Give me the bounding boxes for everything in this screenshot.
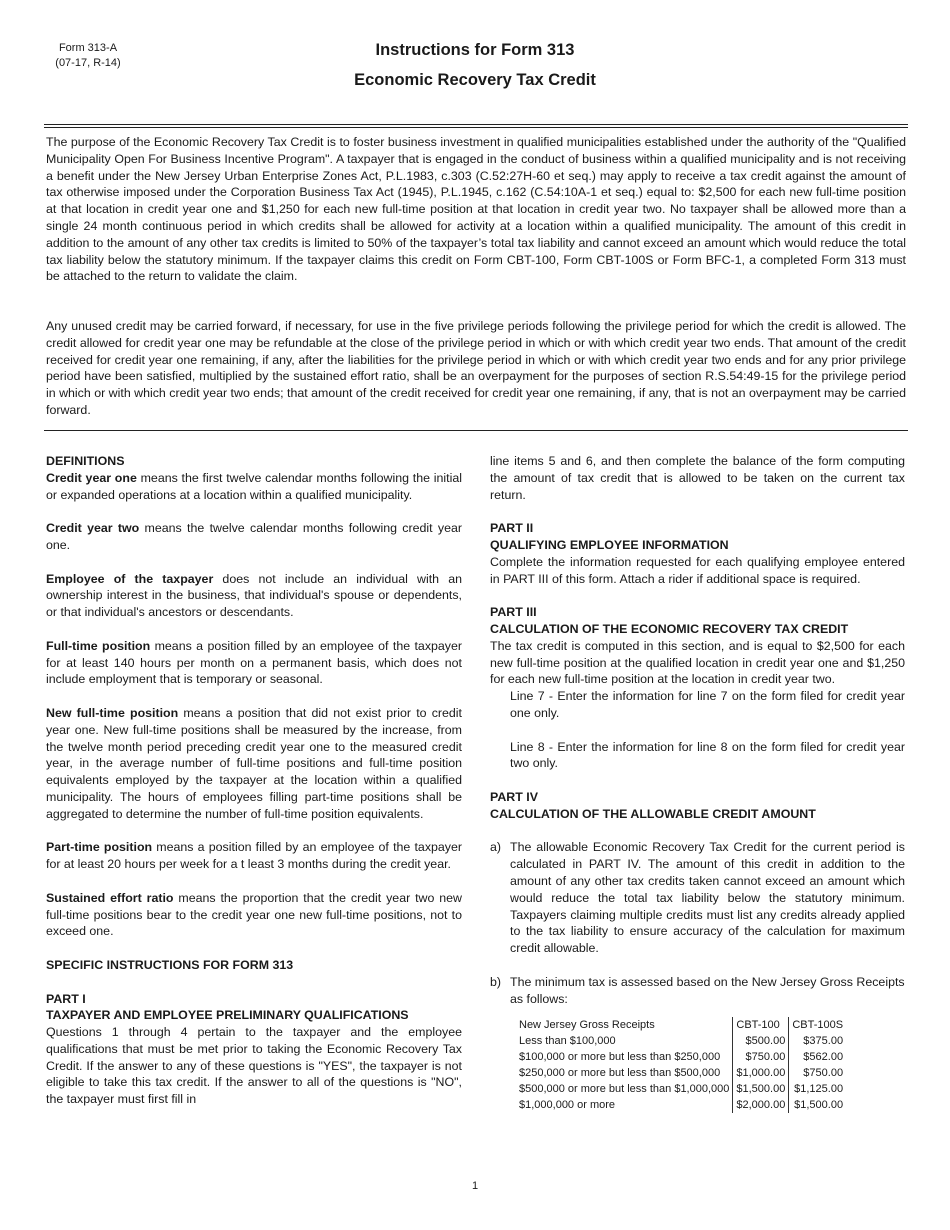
- table-cell-cbt100: $1,500.00: [733, 1081, 789, 1097]
- part1-label: PART I: [46, 991, 86, 1006]
- definition-text: means the first twelve calendar months following the initial or expanded operations at a location within a qualified municipality.: [46, 470, 462, 502]
- part4-item-a: [490, 839, 905, 957]
- table-cell-cbt100: $750.00: [733, 1049, 789, 1065]
- table-cell-cbt100: $500.00: [733, 1033, 789, 1049]
- part1-title: TAXPAYER AND EMPLOYEE PRELIMINARY QUALIFICATIONS: [46, 1008, 409, 1023]
- part4-item-b-text: The minimum tax is assessed based on the New Jersey Gross Receipts as follows:: [510, 974, 905, 1006]
- header-divider-bottom: [44, 127, 908, 128]
- part4-title: CALCULATION OF THE ALLOWABLE CREDIT AMOUNT: [490, 806, 816, 821]
- table-cell-receipts: $100,000 or more but less than $250,000: [519, 1051, 721, 1064]
- page-subtitle: Economic Recovery Tax Credit: [354, 71, 596, 89]
- table-row: [516, 1033, 846, 1049]
- table-cell-cbt100: $1,000.00: [733, 1065, 789, 1081]
- definition-term: Employee of the taxpayer: [46, 571, 214, 586]
- definition-employee: [46, 571, 462, 621]
- page-number: 1: [471, 1180, 479, 1192]
- part1-text-continued: line items 5 and 6, and then complete the balance of the form computing the amount of tax credit that is allowed to be taken on the current tax return.: [490, 454, 905, 502]
- table-cell-cbt100: $2,000.00: [733, 1097, 789, 1113]
- header-divider-top: [44, 124, 908, 125]
- definition-term: Credit year two: [46, 521, 140, 536]
- table-header-cbt100: CBT-100: [733, 1017, 789, 1033]
- table-cell-cbt100s: $562.00: [789, 1049, 846, 1065]
- table-row: [516, 1065, 846, 1081]
- definition-text: means the twelve calendar months following credit year one.: [46, 521, 463, 552]
- specific-instructions-heading: SPECIFIC INSTRUCTIONS FOR FORM 313: [46, 957, 294, 972]
- definition-part-time-position: [46, 839, 462, 873]
- definition-text: means a position that did not exist prior to credit year one. New full-time positions shall be measured by the increase, from the twelve month period preceding credit year one to the measured credit year, in the average number of full-time positions and full-time position equivalents employed by the taxpayer at the location within a qualified municipality. The hours of employees filling part-time positions shall be aggregated to determine the number of full-time position equivalents.: [46, 705, 462, 821]
- part1-text-start: Questions 1 through 4 pertain to the taxpayer and the employee qualifications that must be met prior to taking the Economic Recovery Tax Credit. If the answer to any of these questions is "YES", the taxpayer is not eligible to take this tax credit. If the answer to all of the questions is "NO", the taxpayer must first fill in: [46, 1025, 462, 1107]
- table-cell-receipts: $250,000 or more but less than $500,000: [519, 1067, 721, 1080]
- definition-new-full-time-position: [46, 705, 462, 823]
- part4-item-b-label: b): [490, 974, 502, 989]
- table-cell-cbt100s: $1,500.00: [789, 1097, 846, 1113]
- part2-label: PART II: [490, 521, 534, 536]
- part3-label: PART III: [490, 605, 537, 620]
- definition-term: Credit year one: [46, 470, 137, 485]
- intro-paragraph-2: Any unused credit may be carried forward, if necessary, for use in the five privilege periods following the privilege period for which the credit is allowed. The credit allowed for credit year one may be refundable at the close of the privilege period in which or with which credit year two ends. That amount of the credit received for credit year one remaining, if any, after the liabilities for the privilege period in which or with which credit year two ends and for any prior privilege period have been satisfied, multiplied by the sustained effort ratio, shall be an overpayment for the purposes of section R.S.54:49-15 for the privilege period in which or with which credit year two ends; that amount of the credit received for credit year one remaining, if any, that is not an overpayment may be carried forward.: [46, 319, 906, 417]
- definition-term: Part-time position: [46, 840, 153, 855]
- table-cell-cbt100s: $750.00: [789, 1065, 846, 1081]
- part4-item-a-label: a): [490, 840, 502, 855]
- table-cell-cbt100s: $375.00: [789, 1033, 846, 1049]
- definition-term: New full-time position: [46, 705, 179, 720]
- table-cell-receipts: $500,000 or more but less than $1,000,000: [519, 1083, 730, 1096]
- definition-text: means a position filled by an employee of the taxpayer for at least 20 hours per week for a t least 3 months during the credit year.: [46, 840, 463, 872]
- part4-item-a-text: The allowable Economic Recovery Tax Credit for the current period is calculated in PART IV. The amount of this credit in addition to the amount of any other tax credits taken cannot exceed an amount which would reduce the total tax liability below the statutory minimum. Taxpayers claiming multiple credits must list any credits already applied to the tax liability to ensure accuracy of the calculation for maximum credit allowable.: [510, 840, 905, 956]
- table-header-cbt100s: CBT-100S: [789, 1017, 846, 1033]
- definition-text: means the proportion that the credit year two new full-time positions bear to the credit year one new full-time positions, not to exceed one.: [46, 890, 462, 939]
- part3-line7: Line 7 - Enter the information for line 7 on the form filed for credit year one only.: [510, 689, 905, 720]
- intro-divider: [44, 430, 908, 431]
- left-column: [46, 453, 462, 1108]
- part2-title: QUALIFYING EMPLOYEE INFORMATION: [490, 537, 729, 552]
- form-number: Form 313-A: [58, 42, 118, 54]
- definition-text: means a position filled by an employee of the taxpayer for at least 140 hours per month on a permanent basis, which does not include employment that is temporary or seasonal.: [46, 638, 463, 687]
- page-title: Instructions for Form 313: [375, 41, 575, 59]
- definition-credit-year-two: [46, 520, 462, 554]
- definitions-heading: DEFINITIONS: [46, 454, 125, 468]
- part2-text: Complete the information requested for each qualifying employee entered in PART III of this form. Attach a rider if additional space is required.: [490, 554, 905, 586]
- definition-text: does not include an individual with an ownership interest in the business, that individual's spouse or dependents, or that individual's ancestors or descendants.: [46, 571, 462, 620]
- table-row: [516, 1081, 846, 1097]
- definition-sustained-effort-ratio: [46, 890, 462, 940]
- part4-item-b: [490, 974, 905, 1008]
- table-header-receipts: New Jersey Gross Receipts: [519, 1019, 655, 1032]
- part3-text: The tax credit is computed in this section, and is equal to $2,500 for each new full-time position at the qualified location in credit year one and $1,250 for each new full-time position at the location in credit year two.: [490, 638, 905, 687]
- definition-full-time-position: [46, 638, 462, 688]
- table-header-row: [516, 1017, 846, 1033]
- part3-line8: Line 8 - Enter the information for line 8 on the form filed for credit year two only.: [510, 739, 905, 771]
- part4-label: PART IV: [490, 789, 538, 804]
- table-cell-receipts: Less than $100,000: [519, 1035, 616, 1048]
- part3-title: CALCULATION OF THE ECONOMIC RECOVERY TAX CREDIT: [490, 621, 849, 636]
- table-row: [516, 1049, 846, 1065]
- definition-credit-year-one: [46, 470, 462, 504]
- table-cell-cbt100s: $1,125.00: [789, 1081, 846, 1097]
- intro-paragraph-1: The purpose of the Economic Recovery Tax Credit is to foster business investment in qualified municipalities established under the authority of the "Qualified Municipality Open For Business Incentive Program". A taxpayer that is engaged in the conduct of business within a qualified municipality and is not receiving a benefit under the New Jersey Urban Enterprise Zones Act, P.L.1983, c.303 (C.52:27H-60 et seq.) may apply to receive a tax credit against the amount of tax otherwise imposed under the Corporation Business Tax Act (1945), P.L.1945, c.162 (C.54:10A-1 et seq.) equal to: $2,500 for each new full-time position at that location in credit year one and $1,250 for each new full-time position at that location in credit year two. No taxpayer shall be allowed more than a single 24 month continuous period in which credits shall be allowed for activity at a location within a qualified municipality. The amount of this credit in addition to the amount of any other tax credits is limited to 50% of the taxpayer’s total tax liability and cannot exceed an amount which would reduce the total tax liability below the statutory minimum. If the taxpayer claims this credit on Form CBT-100, Form CBT-100S or Form BFC-1, a completed Form 313 must be attached to the return to validate the claim.: [46, 135, 906, 284]
- definition-term: Sustained effort ratio: [46, 890, 174, 905]
- table-row: [516, 1097, 846, 1113]
- minimum-tax-table: [516, 1017, 846, 1113]
- right-column: [490, 453, 905, 1113]
- definition-term: Full-time position: [46, 638, 151, 653]
- form-revision: (07-17, R-14): [55, 57, 121, 69]
- table-cell-receipts: $1,000,000 or more: [519, 1099, 616, 1112]
